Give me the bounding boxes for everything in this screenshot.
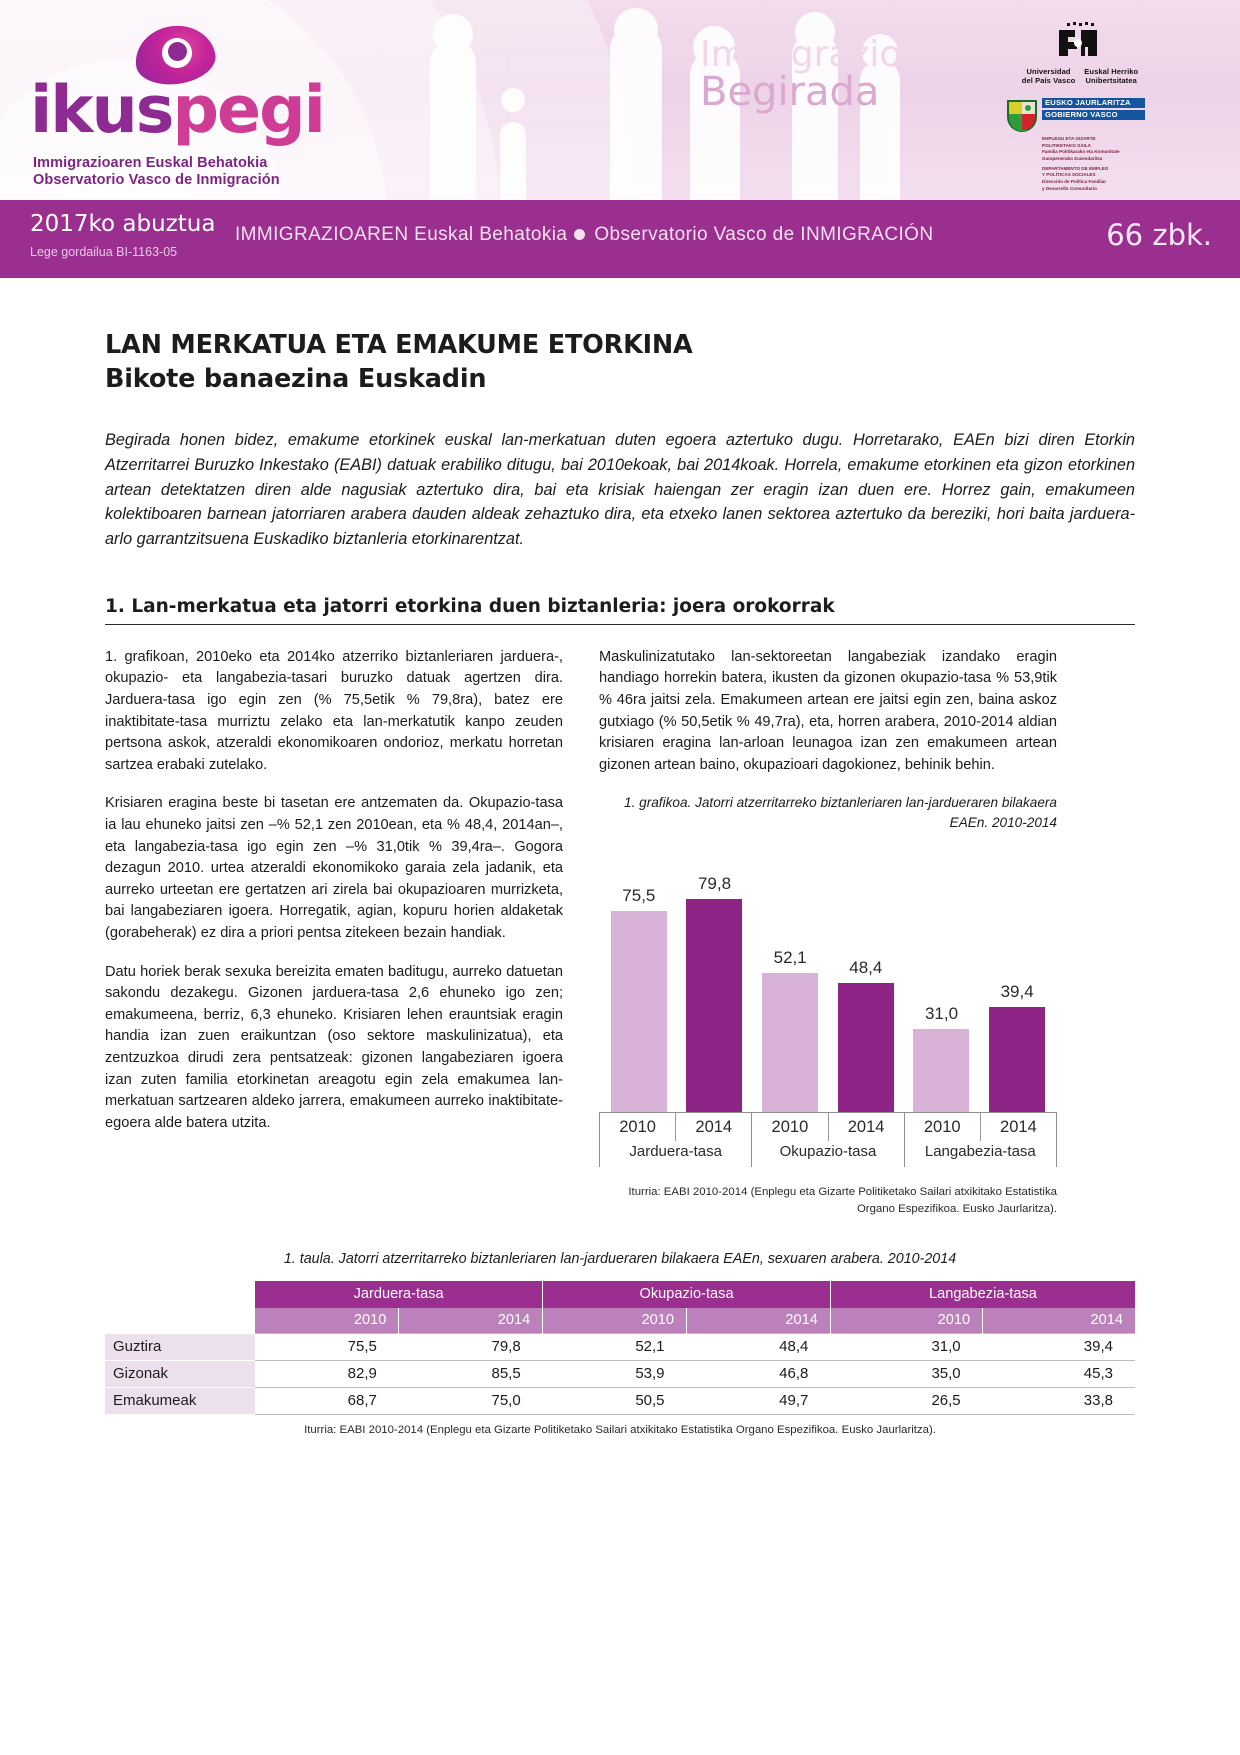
table-row-label: Emakumeak xyxy=(105,1388,255,1415)
issue-bar xyxy=(0,200,1240,278)
table-year-header: 2010 xyxy=(255,1308,399,1334)
table-row xyxy=(105,1334,1135,1361)
table-row-label: Gizonak xyxy=(105,1361,255,1388)
issue-date: 2017ko abuztua xyxy=(30,211,216,237)
brand-word-part1: ikus xyxy=(30,73,173,148)
axis-year-label: 2014 xyxy=(828,1113,904,1141)
table-group-header-jarduera: Jarduera-tasa xyxy=(255,1281,543,1308)
ehu-emblem-icon xyxy=(1051,22,1109,64)
paragraph-left-2: Krisiaren eragina beste bi tasetan ere antzematen da. Okupazio-tasa ia lau ehuneko jaitsi zen –% 52,1 zen 2010ean, eta % 48,4, 2014an–, eta langabezia-tasa igo egin zen –% 31,0tik % 39,4ra–. Gogora dezagun 2010. urtea atzeraldi ekonomikoko garaia zela jadanik, eta aurreko urteetan ere gertatzen ari zirela bai okupazioaren murrizketa, bai langabeziaren igoera. Horregatik, agian, kopuru horien aldaketak (gorabeherak) ez dira a priori pentsa zitekeen bezain handiak. xyxy=(105,795,563,941)
table-cell: 79,8 xyxy=(399,1334,543,1361)
gov-bar-eu: EUSKO JAURLARITZA xyxy=(1042,98,1145,108)
bar-okupazio-2010 xyxy=(762,973,818,1112)
upv-ehu-logo xyxy=(1020,22,1140,86)
axis-group-label: Langabezia-tasa xyxy=(924,1142,1036,1160)
separator-dot-icon xyxy=(574,229,585,240)
table-row xyxy=(105,1361,1135,1388)
table-cell: 75,0 xyxy=(399,1388,543,1415)
axis-year-label: 2010 xyxy=(923,1117,961,1136)
table-1 xyxy=(105,1281,1135,1415)
table-group-header-langabezia: Langabezia-tasa xyxy=(830,1281,1135,1308)
axis-group-langabezia xyxy=(905,1113,1057,1167)
masthead-title xyxy=(700,34,949,115)
table-cell: 53,9 xyxy=(543,1361,687,1388)
paragraph-right-1: Maskulinizatutako lan-sektoreetan langabeziak izandako eragin handiago horrekin batera, ikusten da gizonen okupazio-tasa % 53,9tik % 46ra jaitsi zela. Emakumeen artean ere jaitsi egin zen, baina askoz gutxiago (% 50,5etik % 49,7ra), eta, horren arabera, 2010-2014 aldian krisiaren eragina lan-arloan leunagoa izan zen emakumeen artean gizonen artean baino, okupazioari dagokionez, behinik behin. xyxy=(599,648,1057,773)
bar-cell xyxy=(752,948,828,1112)
table-year-header: 2014 xyxy=(399,1308,543,1334)
axis-group-okupazio xyxy=(752,1113,904,1167)
page-header xyxy=(0,0,1240,200)
bar-cell xyxy=(828,958,904,1112)
table-group-header-okupazio: Okupazio-tasa xyxy=(543,1281,831,1308)
table-cell: 26,5 xyxy=(830,1388,982,1415)
figure-1-source: Iturria: EABI 2010-2014 (Enplegu eta Gizarte Politiketako Sailari atxikitako Estatistika Organo Espezifikoa. Eusko Jaurlaritza). xyxy=(628,1185,1057,1215)
table-year-header: 2014 xyxy=(687,1308,831,1334)
university-name-eu: Euskal Herriko Unibertsitatea xyxy=(1084,67,1139,86)
brand-subtitle-eu: Immigrazioaren Euskal Behatokia xyxy=(33,155,268,171)
paragraph-left-1: 1. grafikoan, 2010eko eta 2014ko atzerriko biztanleriaren jarduera-, okupazio- eta langabezia-tasari buruzko datuak agertzen dira. Jarduera-tasa igo egin zen (% 75,5etik % 79,8ra), batez ere inaktibitate-tasa murriztu zelako eta lan-merkatutik kanpo zeuden pertsona askok, atzeraldi ekonomikoaren ondorioz, merkatu horretan sartzea erabaki zutelako. xyxy=(105,648,563,773)
axis-group-label: Okupazio-tasa xyxy=(779,1142,877,1160)
bar-value-label: 39,4 xyxy=(1000,981,1034,1001)
brand-word-part2: pegi xyxy=(172,73,324,148)
table-cell: 48,4 xyxy=(687,1334,831,1361)
table-group-header-row xyxy=(105,1281,1135,1308)
section-heading-1: 1. Lan-merkatua eta jatorri etorkina duen biztanleria: joera orokorrak xyxy=(105,596,1135,625)
axis-year-label: 2010 xyxy=(771,1117,809,1136)
table-1-caption: 1. taula. Jatorri atzerritarreko biztanleriaren lan-jardueraren bilakaera EAEn, sexuaren arabera. 2010-2014 xyxy=(283,1251,957,1268)
axis-group-jarduera xyxy=(599,1113,752,1167)
bar-group-jarduera xyxy=(601,874,752,1112)
article-title-line1: LAN MERKATUA ETA EMAKUME ETORKINA xyxy=(105,330,693,360)
bar-group-langabezia xyxy=(904,982,1055,1112)
chart-plot-area xyxy=(601,844,1055,1112)
bar-value-label: 79,8 xyxy=(697,873,732,893)
figure-1-caption: 1. grafikoa. Jatorri atzerritarreko biztanleriaren lan-jardueraren bilakaera EAEn. 2010-2014 xyxy=(624,795,1057,830)
observatory-name-eu: IMMIGRAZIOAREN Euskal Behatokia xyxy=(235,224,568,245)
gov-department-es: DEPARTAMENTO DE EMPLEO Y POLÍTICAS SOCIALES Dirección de Política Familiar y Desarrollo Comunitario xyxy=(1042,165,1109,191)
paragraph-left-3: Datu horiek berak sexuka bereizita ematen baditugu, aurreko datuetan sakondu dezakegu. Gizonen jarduera-tasa 2,6 ehuneko igo zen; emakumeena, berriz, 6,3 ehuneko. Krisiaren lehen erauntsiak eragin handia izan zuen eraikuntzan (oso sektore maskulinizatua), eta zentzuzkoa dirudi zera pentsatzeak: gizonen langabeziaren igoera izan zuten familia etorkinetan areagotu egin zela emakumea lan-merkatuan sartzearen aldeko jarrera, emakumeen aurreko inaktibitate-egoera alde batera utzita. xyxy=(105,963,563,1131)
bar-cell xyxy=(979,982,1055,1112)
legal-deposit: Lege gordailua BI-1163-05 xyxy=(30,245,178,259)
article-intro: Begirada honen bidez, emakume etorkinek euskal lan-merkatuan duten egoera aztertuko dugu. Horretarako, EAEn bizi diren Etorkin Atzerritarrei Buruzko Inkestako (EABI) datuak erabiliko ditugu, bai 2010ekoak, bai 2014koak. Horrela, emakume etorkinen eta gizon etorkinen artean detektatzen diren alde nagusiak aztertuko dira, bai eta krisiak haiengan zer eragin izan duen ere. Horrez gain, emakumeen kolektiboaren barnean jatorriaren arabera dauden aldeak zehaztuko dira, eta etxeko lanen sektorea aztertuko da bereziki, hori baita jarduera-arlo garrantzitsuena Euskadiko biztanleria etorkinarentzat. xyxy=(105,431,1135,549)
bar-cell xyxy=(601,886,677,1112)
bar-value-label: 75,5 xyxy=(622,885,656,905)
table-year-header-row xyxy=(105,1308,1135,1334)
right-column xyxy=(599,647,1057,1217)
basque-government-logo xyxy=(1005,98,1145,195)
table-cell: 75,5 xyxy=(255,1334,399,1361)
table-cell: 50,5 xyxy=(543,1388,687,1415)
table-cell: 35,0 xyxy=(830,1361,982,1388)
brand-subtitle-es: Observatorio Vasco de Inmigración xyxy=(33,172,280,188)
bar-jarduera-2014 xyxy=(686,899,742,1112)
university-name-es: Universidad del País Vasco xyxy=(1021,67,1076,86)
table-cell: 46,8 xyxy=(687,1361,831,1388)
table-cell: 39,4 xyxy=(983,1334,1135,1361)
left-column xyxy=(105,647,563,1217)
masthead-line2: Begirada xyxy=(700,68,880,115)
axis-year-label: 2010 xyxy=(619,1117,656,1136)
axis-year-label: 2014 xyxy=(980,1113,1056,1141)
observatory-name-es: Observatorio Vasco de INMIGRACIÓN xyxy=(594,224,934,245)
table-row-label: Guztira xyxy=(105,1334,255,1361)
table-cell: 85,5 xyxy=(399,1361,543,1388)
article-content xyxy=(0,330,1240,1436)
table-row xyxy=(105,1388,1135,1415)
table-corner-cell xyxy=(105,1308,255,1334)
bar-langabezia-2010 xyxy=(913,1029,969,1112)
chart-x-axis xyxy=(599,1112,1057,1167)
gov-bar-es: GOBIERNO VASCO xyxy=(1042,110,1145,120)
table-cell: 33,8 xyxy=(983,1388,1135,1415)
bar-group-okupazio xyxy=(752,948,903,1112)
table-year-header: 2010 xyxy=(543,1308,687,1334)
article-title-line2: Bikote banaezina Euskadin xyxy=(105,364,487,394)
gov-department-eu: ENPLEGU ETA GIZARTE POLITIKETAKO SAILA Familia Politikarako eta Komunitate Garapenerako Zuzendaritza xyxy=(1042,136,1120,161)
table-cell: 68,7 xyxy=(255,1388,399,1415)
bar-value-label: 52,1 xyxy=(773,947,807,967)
two-column-layout xyxy=(105,647,1135,1217)
table-1-source: Iturria: EABI 2010-2014 (Enplegu eta Gizarte Politiketako Sailari atxikitako Estatistika Organo Espezifikoa. Eusko Jaurlaritza). xyxy=(304,1424,936,1437)
bar-jarduera-2010 xyxy=(611,911,667,1112)
axis-year-label: 2014 xyxy=(675,1113,751,1141)
bar-cell xyxy=(904,1004,980,1112)
table-cell: 31,0 xyxy=(830,1334,982,1361)
bar-langabezia-2014 xyxy=(989,1007,1045,1112)
table-cell: 49,7 xyxy=(687,1388,831,1415)
table-cell: 45,3 xyxy=(983,1361,1135,1388)
bar-value-label: 48,4 xyxy=(849,957,883,977)
bar-okupazio-2014 xyxy=(838,983,894,1112)
table-year-header: 2010 xyxy=(830,1308,982,1334)
basque-coat-of-arms-icon xyxy=(1005,98,1039,132)
bar-cell xyxy=(677,874,753,1112)
masthead-line1: Immigrazioari xyxy=(700,34,949,75)
table-cell: 82,9 xyxy=(255,1361,399,1388)
observatory-names xyxy=(235,224,933,246)
brand-wordmark xyxy=(30,73,324,148)
bar-value-label: 31,0 xyxy=(924,1003,959,1023)
issue-number: 66 zbk. xyxy=(1106,218,1212,252)
table-corner-cell xyxy=(105,1281,255,1308)
table-cell: 52,1 xyxy=(543,1334,687,1361)
axis-group-label: Jarduera-tasa xyxy=(629,1142,722,1160)
figure-1-bar-chart xyxy=(599,844,1057,1174)
table-year-header: 2014 xyxy=(983,1308,1135,1334)
